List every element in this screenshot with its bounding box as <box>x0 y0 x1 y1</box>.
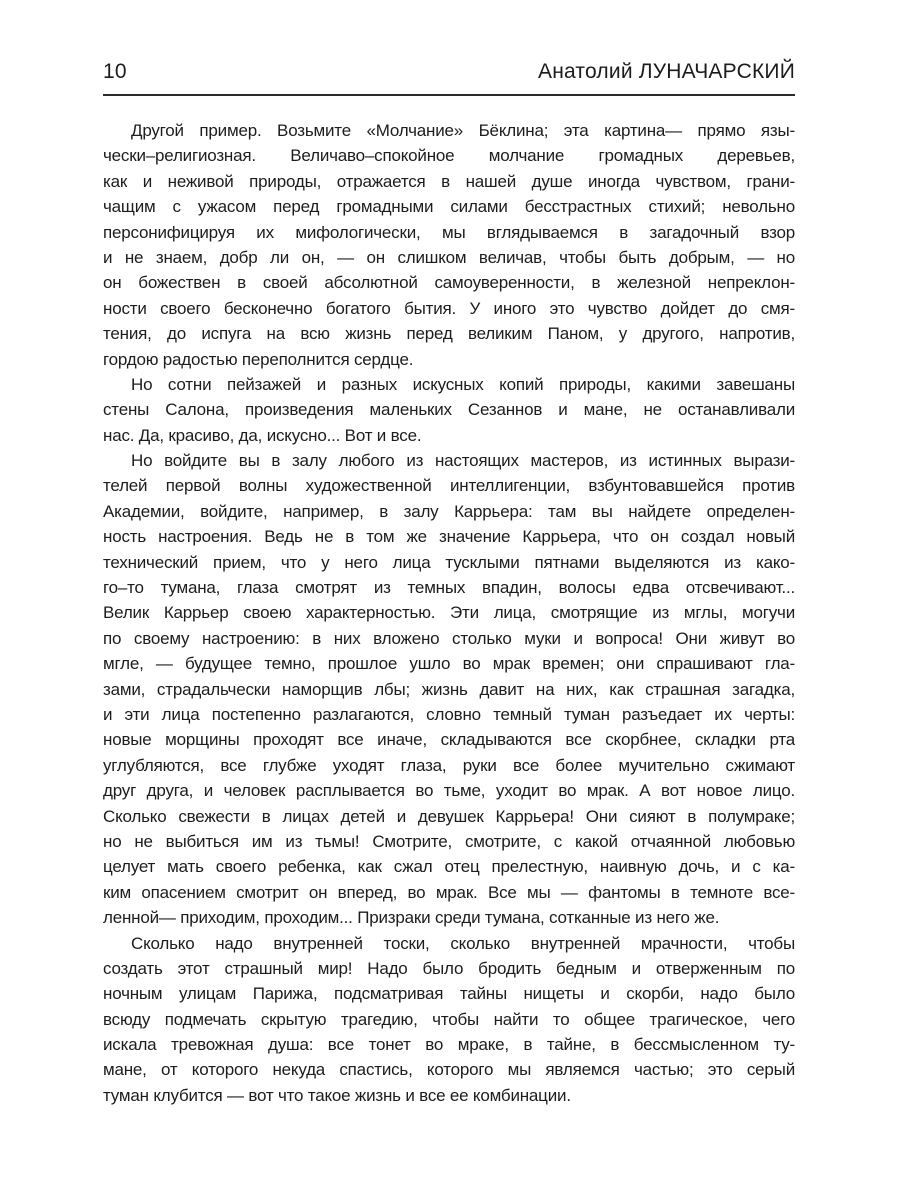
text-line: он божествен в своей абсолютной самоуверенности, в железной непреклон- <box>103 273 795 293</box>
page-number: 10 <box>103 60 127 83</box>
text-line: го–то тумана, глаза смотрят из темных впадин, волосы едва отсвечивают... <box>103 578 795 598</box>
text-line: чащим с ужасом перед громадными силами бесстрастных стихий; невольно <box>103 197 795 217</box>
text-line: технический прием, что у него лица тусклыми пятнами выделяются из како- <box>103 552 795 572</box>
page-header <box>103 0 795 84</box>
text-line: по своему настроению: в них вложено столько муки и вопроса! Они живут во <box>103 628 795 648</box>
text-line: Но войдите вы в залу любого из настоящих мастеров, из истинных вырази- <box>131 451 795 471</box>
text-line: как и неживой природы, отражается в нашей душе иногда чувством, грани- <box>103 171 795 191</box>
text-line: углубляются, все глубже уходят глаза, руки все более мучительно сжимают <box>103 755 795 775</box>
text-line: ким опасением смотрит он вперед, во мрак. Все мы — фантомы в темноте все- <box>103 882 795 902</box>
text-line: Но сотни пейзажей и разных искусных копий природы, какими завешаны <box>131 374 795 394</box>
text-line: Сколько надо внутренней тоски, сколько внутренней мрачности, чтобы <box>131 933 795 953</box>
text-line: стены Салона, произведения маленьких Сезаннов и мане, не останавливали <box>103 400 795 420</box>
text-line: всюду подмечать скрытую трагедию, чтобы найти то общее трагическое, чего <box>103 1009 795 1029</box>
text-line: целует мать своего ребенка, как сжал отец прелестную, наивную дочь, и с ка- <box>103 857 795 877</box>
header-rule <box>103 94 795 96</box>
text-line: Другой пример. Возьмите «Молчание» Бёклина; эта картина— прямо язы- <box>131 121 795 140</box>
text-line: чески–религиозная. Величаво–спокойное молчание громадных деревьев, <box>103 146 795 166</box>
text-line: гордою радостью переполнится сердце. <box>103 349 414 369</box>
text-line: и эти лица постепенно разлагаются, словно темный туман разъедает их черты: <box>103 704 795 724</box>
paragraph <box>103 931 795 1109</box>
text-line: Сколько свежести в лицах детей и девушек Каррьера! Они сияют в полумраке; <box>103 806 795 826</box>
text-line: Академии, войдите, например, в залу Каррьера: там вы найдете определен- <box>103 501 795 521</box>
text-line: ность настроения. Ведь не в том же значение Каррьера, что он создал новый <box>103 527 795 547</box>
text-line: ности своего бесконечно богатого бытия. У иного это чувство дойдет до смя- <box>103 298 795 318</box>
paragraph <box>103 372 795 448</box>
text-block <box>103 118 795 1108</box>
text-line: искала тревожная душа: все тонет во мраке, в тайне, в бессмысленном ту- <box>103 1035 795 1055</box>
text-line: мгле, — будущее темно, прошлое ушло во мрак времен; они спрашивают гла- <box>103 654 795 674</box>
author-name: Анатолий ЛУНАЧАРСКИЙ <box>538 60 795 83</box>
text-line: мане, от которого некуда спастись, которого мы являемся частью; это серый <box>103 1060 795 1080</box>
text-line: ночным улицам Парижа, подсматривая тайны нищеты и скорби, надо было <box>103 984 795 1004</box>
text-line: нас. Да, красиво, да, искусно... Вот и все. <box>103 425 422 445</box>
text-line: друг друга, и человек расплывается во тьме, уходит во мрак. А вот новое лицо. <box>103 781 795 801</box>
text-line: создать этот страшный мир! Надо было бродить бедным и отверженным по <box>103 958 795 978</box>
paragraph <box>103 118 795 372</box>
text-line: зами, страдальчески наморщив лбы; жизнь давит на них, как страшная загадка, <box>103 679 795 699</box>
text-line: ленной— приходим, проходим... Призраки среди тумана, сотканные из него же. <box>103 908 720 928</box>
text-line: но не выбиться им из тьмы! Смотрите, смотрите, с какой отчаянной любовью <box>103 831 795 851</box>
text-line: тения, до испуга на всю жизнь перед великим Паном, у другого, напротив, <box>103 324 795 344</box>
text-line: Велик Каррьер своею характерностью. Эти лица, смотрящие из мглы, могучи <box>103 603 795 623</box>
text-line: новые морщины проходят все иначе, складываются все скорбнее, складки рта <box>103 730 795 750</box>
text-line: и не знаем, добр ли он, — он слишком величав, чтобы быть добрым, — но <box>103 247 795 267</box>
text-line: туман клубится — вот что такое жизнь и все ее комбинации. <box>103 1085 571 1105</box>
paragraph <box>103 448 795 930</box>
text-line: телей первой волны художественной интеллигенции, взбунтовавшейся против <box>103 476 795 496</box>
text-line: персонифицируя их мифологически, мы вглядываемся в загадочный взор <box>103 222 795 242</box>
